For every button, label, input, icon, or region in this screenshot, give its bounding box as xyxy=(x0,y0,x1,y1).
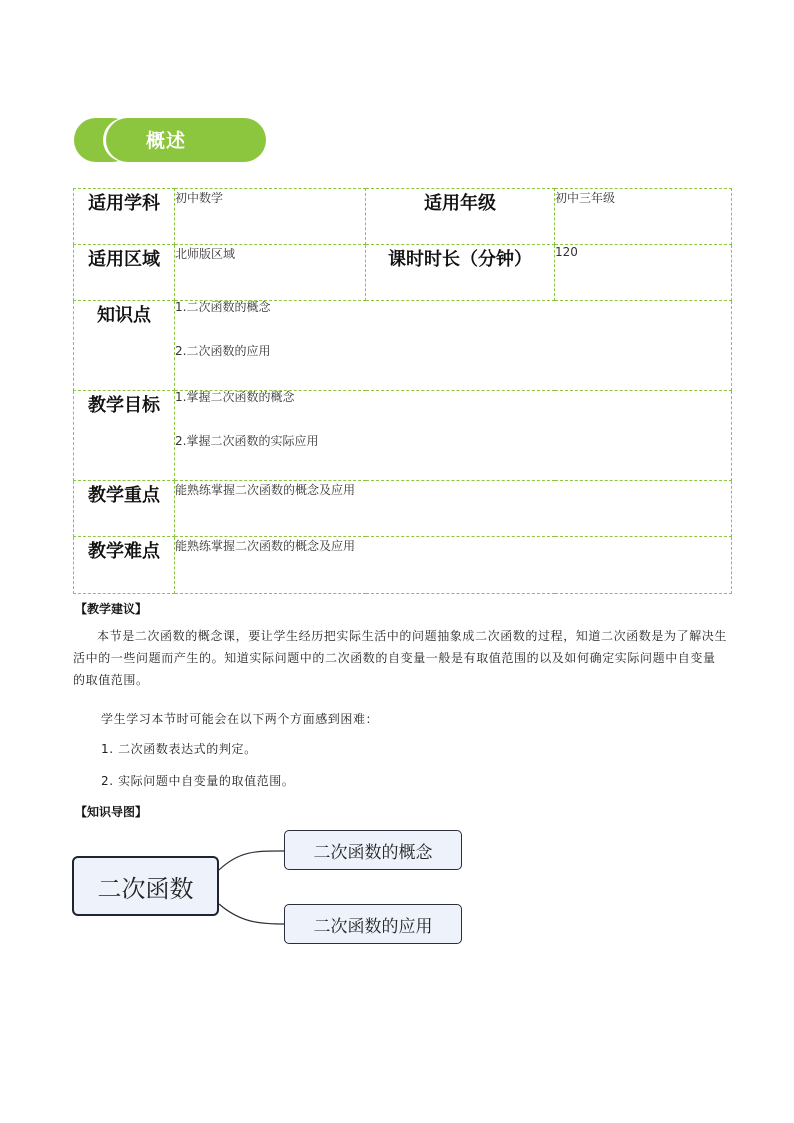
knowledge-item: 1.二次函数的概念 xyxy=(175,300,271,314)
mindmap-root-node: 二次函数 xyxy=(72,856,219,916)
goal-item: 1.掌握二次函数的概念 xyxy=(175,390,295,404)
knowledge-label: 知识点 xyxy=(74,301,175,391)
connector-bottom xyxy=(219,904,284,924)
advice-paragraph: 本节是二次函数的概念课，要让学生经历把实际生活中的问题抽象成二次函数的过程，知道二次函数是为了解决生活中的一些问题而产生的。知道实际问题中的二次函数的自变量一般是有取值范围的以及如何确定实际问题中自变量的取值范围。 xyxy=(73,629,728,687)
knowledge-item: 2.二次函数的应用 xyxy=(175,344,271,358)
mindmap-title: 【知识导图】 xyxy=(75,805,148,819)
goals-label: 教学目标 xyxy=(74,391,175,481)
section-title-overview: 概述 xyxy=(146,130,187,152)
duration-label: 课时时长（分钟） xyxy=(366,245,555,301)
goal-item: 2.掌握二次函数的实际应用 xyxy=(175,434,319,448)
mindmap-child-node: 二次函数的概念 xyxy=(284,830,462,870)
region-label: 适用区域 xyxy=(74,245,175,301)
difficulty-point: 2. 实际问题中自变量的取值范围。 xyxy=(101,774,295,788)
duration-value: 120 xyxy=(555,245,732,301)
difficulty-point: 1. 二次函数表达式的判定。 xyxy=(101,742,257,756)
subject-label: 适用学科 xyxy=(74,189,175,245)
grade-label: 适用年级 xyxy=(366,189,555,245)
focus-value: 能熟练掌握二次函数的概念及应用 xyxy=(175,481,732,537)
subject-value: 初中数学 xyxy=(175,189,366,245)
difficulty-label: 教学难点 xyxy=(74,537,175,594)
focus-label: 教学重点 xyxy=(74,481,175,537)
difficulty-value: 能熟练掌握二次函数的概念及应用 xyxy=(175,537,732,594)
region-value: 北师版区域 xyxy=(175,245,366,301)
mindmap-child-node: 二次函数的应用 xyxy=(284,904,462,944)
grade-value: 初中三年级 xyxy=(555,189,732,245)
advice-title: 【教学建议】 xyxy=(75,602,148,616)
advice-intro: 学生学习本节时可能会在以下两个方面感到困难： xyxy=(101,712,379,726)
connector-top xyxy=(219,851,284,870)
